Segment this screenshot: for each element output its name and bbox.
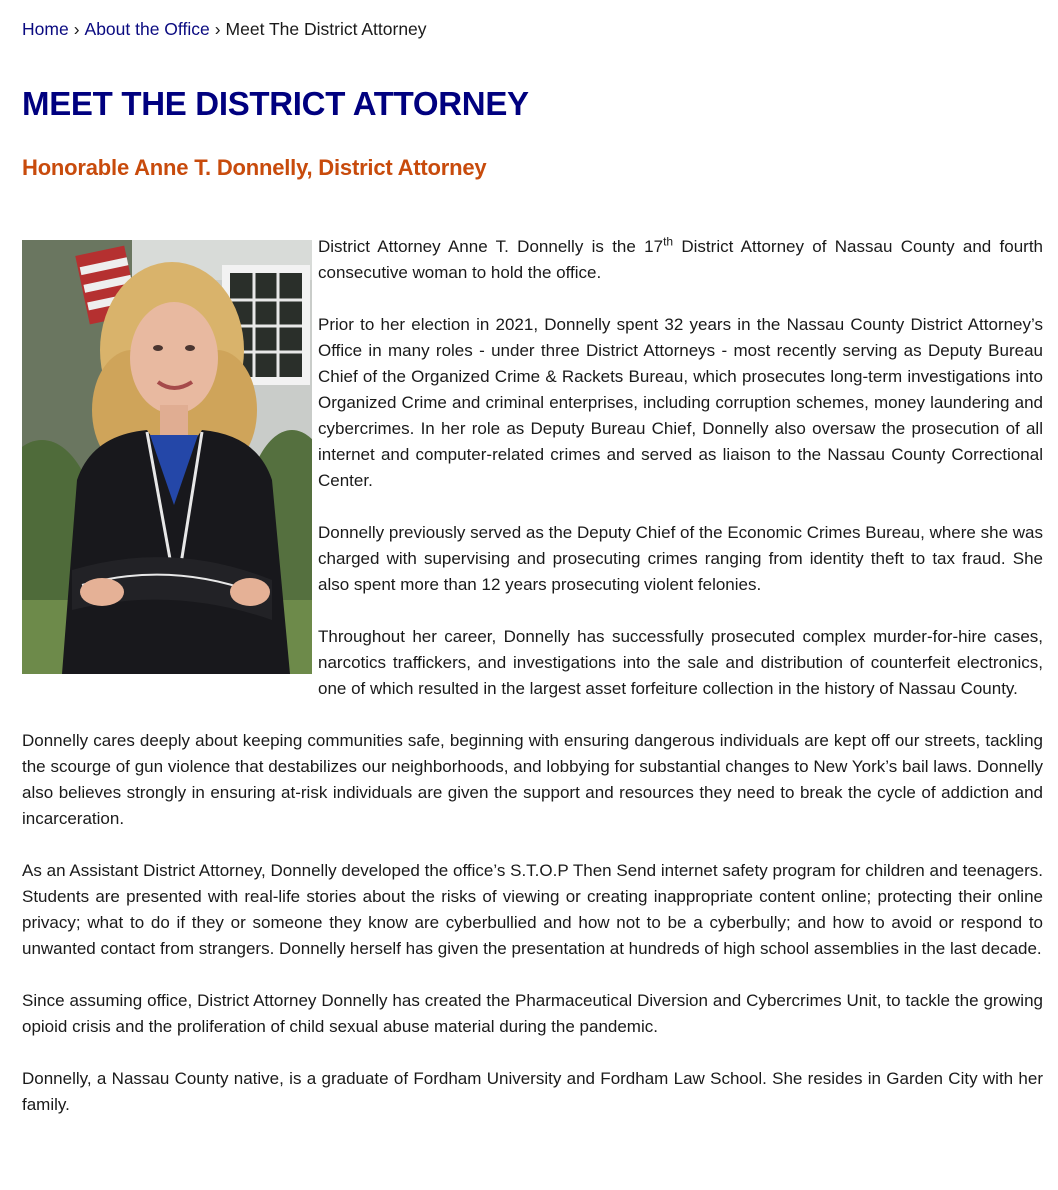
bio-paragraph-8: Donnelly, a Nassau County native, is a graduate of Fordham University and Fordham Law School. She resides in Garden City with her family. [22,1069,1043,1114]
breadcrumb-about-link[interactable]: About the Office [84,19,210,39]
portrait-photo [22,240,312,674]
breadcrumb-home-link[interactable]: Home [22,19,69,39]
bio-paragraph-7: Since assuming office, District Attorney Donnelly has created the Pharmaceutical Diversion and Cybercrimes Unit, to tackle the growing opioid crisis and the proliferation of child sexual abuse material during the pandemic. [22,991,1043,1036]
breadcrumb-separator: › [214,19,221,39]
portrait-illustration [22,240,312,674]
breadcrumb [22,17,427,41]
page-subtitle: Honorable Anne T. Donnelly, District Attorney [22,155,487,180]
bio-paragraph-6: As an Assistant District Attorney, Donnelly developed the office’s S.T.O.P Then Send internet safety program for children and teenagers. Students are presented with real-life stories about the risks of viewing or creating inappropriate content online; protecting their online privacy; what to do if they or someone they know are cyberbullied and how not to be a cyberbully; and how to avoid or respond to unwanted contact from strangers. Donnelly herself has given the presentation at hundreds of high school assemblies in the last decade. [22,861,1043,958]
breadcrumb-current: Meet The District Attorney [225,19,427,39]
bio-paragraph-3: Donnelly previously served as the Deputy Chief of the Economic Crimes Bureau, where she was charged with supervising and prosecuting crimes ranging from identity theft to tax fraud. She also spent more than 12 years prosecuting violent felonies. [318,523,1043,594]
bio-paragraph-1-start: District Attorney Anne T. Donnelly is the 17 [318,237,664,256]
ordinal-suffix: th [663,234,674,249]
bio-paragraph-5: Donnelly cares deeply about keeping communities safe, beginning with ensuring dangerous individuals are kept off our streets, tackling the scourge of gun violence that destabilizes our neighborhoods, and lobbying for substantial changes to New York’s bail laws. Donnelly also believes strongly in ensuring at-risk individuals are given the support and resources they need to break the cycle of addiction and incarceration. [22,731,1043,828]
biography-content [22,234,1043,1144]
page-title: MEET THE DISTRICT ATTORNEY [22,85,529,122]
bio-paragraph-1-end: District Attorney of Nassau County and fourth consecutive woman to hold the office. [318,237,1043,282]
bio-paragraph-2: Prior to her election in 2021, Donnelly spent 32 years in the Nassau County District Attorney’s Office in many roles - under three District Attorneys - most recently serving as Deputy Bureau Chief of the Organized Crime & Rackets Bureau, which prosecutes long-term investigations into Organized Crime and criminal enterprises, including corruption schemes, money laundering and cybercrimes. In her role as Deputy Bureau Chief, Donnelly also oversaw the prosecution of all internet and computer-related crimes and served as liaison to the Nassau County Correctional Center. [318,315,1043,490]
bio-paragraph-4: Throughout her career, Donnelly has successfully prosecuted complex murder-for-hire cases, narcotics traffickers, and investigations into the sale and distribution of counterfeit electronics, one of which resulted in the largest asset forfeiture collection in the history of Nassau County. [318,627,1043,698]
breadcrumb-separator: › [73,19,80,39]
